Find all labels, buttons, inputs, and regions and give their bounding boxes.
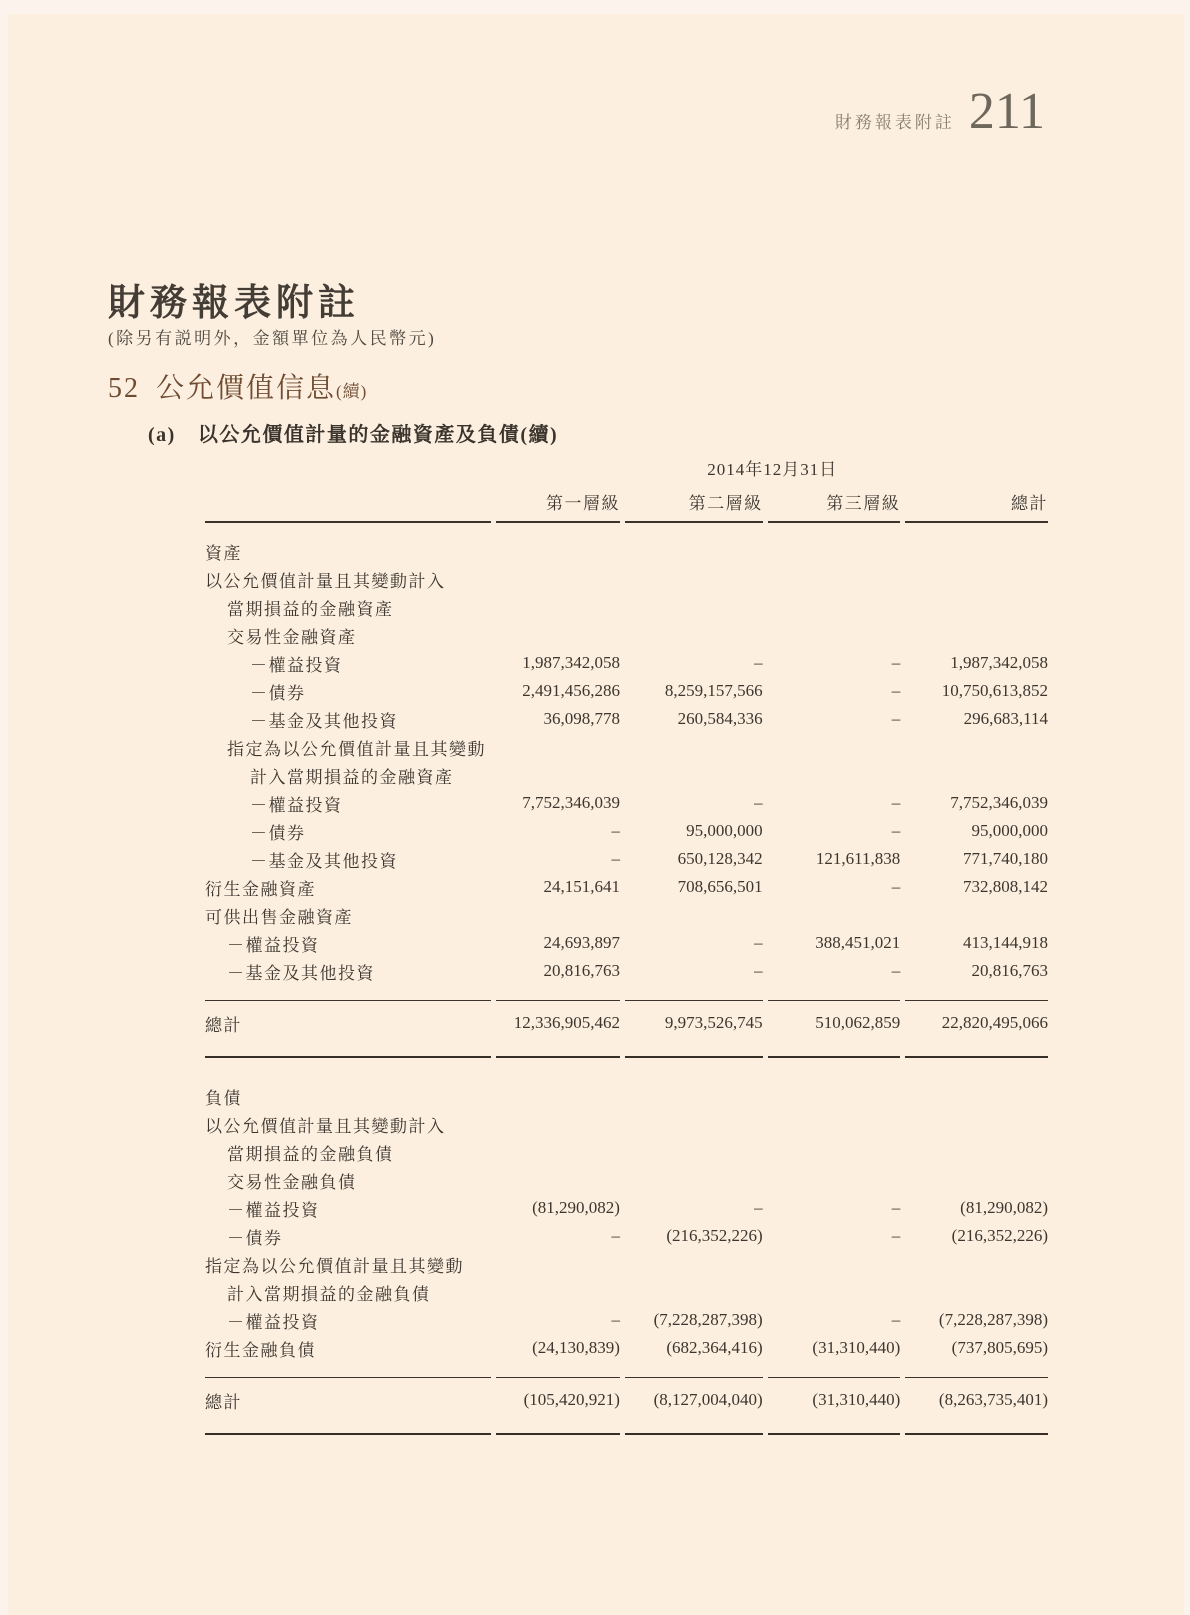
row-label: －債券 [250, 823, 306, 843]
cell-value: 708,656,501 [677, 877, 763, 896]
cell-value: 388,451,021 [815, 933, 901, 952]
cell-value [496, 565, 620, 593]
cell-value: 95,000,000 [971, 821, 1048, 840]
subsection-heading [148, 418, 558, 447]
cell-value [496, 733, 620, 761]
table-row [205, 565, 1048, 593]
cell-value [768, 901, 901, 929]
cell-value [905, 565, 1048, 593]
table-section-assets [205, 523, 1048, 1068]
total-label: 總計 [205, 1392, 242, 1412]
cell-value [905, 1068, 1048, 1110]
cell-value [768, 733, 901, 761]
cell-value [496, 1166, 620, 1194]
cell-value [768, 1110, 901, 1138]
subsection-title: 以公允價值計量的金融資產及負債(續) [197, 424, 559, 446]
cell-value: 7,752,346,039 [522, 793, 620, 812]
table-row [205, 957, 1048, 985]
row-label: 負債 [205, 1088, 242, 1108]
total-label: 總計 [205, 1015, 242, 1035]
table-row [205, 523, 1048, 565]
cell-value: – [611, 821, 620, 840]
table-row [205, 649, 1048, 677]
row-label: 指定為以公允價值計量且其變動 [227, 739, 486, 759]
cell-value: (24,130,839) [532, 1338, 620, 1357]
cell-value: – [611, 1310, 620, 1329]
table-row [205, 1166, 1048, 1194]
cell-value: 1,987,342,058 [522, 653, 620, 672]
cell-value: (216,352,226) [951, 1226, 1048, 1245]
cell-value [625, 901, 763, 929]
cell-value: (8,263,735,401) [938, 1390, 1048, 1409]
table-date-header: 2014年12月31日 [707, 460, 838, 479]
cell-value: – [891, 681, 901, 700]
cell-value: (8,127,004,040) [653, 1390, 763, 1409]
cell-value: – [891, 1198, 901, 1217]
table-row [205, 705, 1048, 733]
section-number: 52 [108, 373, 140, 404]
cell-value: 22,820,495,066 [941, 1013, 1048, 1032]
cell-value [496, 1110, 620, 1138]
cell-value [768, 621, 901, 649]
cell-value: – [891, 793, 901, 812]
row-label: －基金及其他投資 [227, 963, 375, 983]
table-section-liabilities [205, 1068, 1048, 1435]
table-rule-thick [205, 1422, 1048, 1435]
cell-value: (81,290,082) [532, 1198, 620, 1217]
cell-value [496, 761, 620, 789]
cell-value [768, 1250, 901, 1278]
cell-value [905, 901, 1048, 929]
table-row [205, 733, 1048, 761]
cell-value: 95,000,000 [686, 821, 763, 840]
row-label: 衍生金融負債 [205, 1340, 316, 1360]
cell-value: (7,228,287,398) [938, 1310, 1048, 1329]
section-continued: (續) [336, 382, 368, 401]
cell-value [905, 523, 1048, 565]
cell-value: 260,584,336 [677, 709, 763, 728]
row-label: 交易性金融資產 [227, 627, 357, 647]
cell-value: – [891, 821, 901, 840]
row-label: 當期損益的金融資產 [227, 599, 394, 619]
row-label: －權益投資 [227, 1312, 320, 1332]
cell-value [768, 1138, 901, 1166]
row-label: 可供出售金融資產 [205, 907, 353, 927]
cell-value: (737,805,695) [951, 1338, 1048, 1357]
cell-value: 12,336,905,462 [513, 1013, 620, 1032]
cell-value: 296,683,114 [963, 709, 1048, 728]
cell-value: – [891, 877, 901, 896]
table-rule-thick [205, 1045, 1048, 1058]
column-header-level2: 第二層級 [625, 480, 763, 523]
table-row [205, 789, 1048, 817]
row-label: 以公允價值計量且其變動計入 [205, 1116, 446, 1136]
cell-value: 732,808,142 [963, 877, 1048, 896]
cell-value: (31,310,440) [812, 1390, 901, 1409]
cell-value [768, 761, 901, 789]
table-row [205, 1334, 1048, 1362]
cell-value [905, 621, 1048, 649]
row-label: －基金及其他投資 [250, 711, 398, 731]
table-row [205, 1110, 1048, 1138]
cell-value [496, 1250, 620, 1278]
table-row [205, 817, 1048, 845]
table-row [205, 1068, 1048, 1110]
row-label: －權益投資 [250, 655, 343, 675]
page-title: 財務報表附註 [108, 283, 360, 324]
cell-value [905, 1166, 1048, 1194]
row-label: －權益投資 [250, 795, 343, 815]
cell-value [625, 761, 763, 789]
table-header [205, 450, 1048, 523]
row-label: －權益投資 [227, 935, 320, 955]
cell-value: – [754, 793, 763, 812]
cell-value: 650,128,342 [677, 849, 763, 868]
cell-value [768, 1278, 901, 1306]
cell-value [496, 1278, 620, 1306]
cell-value: 1,987,342,058 [950, 653, 1048, 672]
running-header-label: 財務報表附註 [834, 113, 955, 132]
table-row [205, 1250, 1048, 1278]
subsection-index: (a) [148, 424, 176, 446]
cell-value [905, 1110, 1048, 1138]
cell-value: 9,973,526,745 [664, 1013, 763, 1032]
cell-value: – [611, 1226, 620, 1245]
cell-value: 24,151,641 [543, 877, 620, 896]
table-row [205, 1001, 1048, 1045]
cell-value: (7,228,287,398) [653, 1310, 763, 1329]
table-row [205, 845, 1048, 873]
row-label: 以公允價值計量且其變動計入 [205, 571, 446, 591]
cell-value: – [754, 653, 763, 672]
table-row [205, 1306, 1048, 1334]
cell-value: 413,144,918 [963, 933, 1048, 952]
cell-value [625, 1138, 763, 1166]
table-spacer [205, 1058, 1048, 1068]
cell-value: – [611, 849, 620, 868]
table-rule-thin [205, 1362, 1048, 1378]
column-header-level3: 第三層級 [768, 480, 901, 523]
row-label: －債券 [250, 683, 306, 703]
page-number: 211 [968, 83, 1045, 140]
cell-value [905, 1278, 1048, 1306]
cell-value: 24,693,897 [543, 933, 620, 952]
cell-value: 121,611,838 [815, 849, 901, 868]
cell-value [625, 1278, 763, 1306]
cell-value [625, 1166, 763, 1194]
cell-value [625, 593, 763, 621]
row-label: －基金及其他投資 [250, 851, 398, 871]
cell-value [905, 1138, 1048, 1166]
cell-value: (81,290,082) [960, 1198, 1048, 1217]
cell-value: – [891, 653, 901, 672]
row-label: 指定為以公允價值計量且其變動 [205, 1256, 464, 1276]
table-row [205, 901, 1048, 929]
cell-value: – [754, 961, 763, 980]
cell-value: 10,750,613,852 [941, 681, 1048, 700]
cell-value [625, 1110, 763, 1138]
row-label: 資產 [205, 543, 242, 563]
table-row [205, 761, 1048, 789]
cell-value: (31,310,440) [812, 1338, 901, 1357]
cell-value: – [754, 1198, 763, 1217]
table-row [205, 873, 1048, 901]
section-heading [108, 366, 367, 406]
section-title: 公允價值信息 [156, 373, 337, 404]
cell-value: – [891, 709, 901, 728]
cell-value: – [754, 933, 763, 952]
table-date-row [205, 450, 1048, 480]
table-rule-thin [205, 985, 1048, 1001]
table-row [205, 621, 1048, 649]
cell-value [496, 1068, 620, 1110]
table-row [205, 1222, 1048, 1250]
table-row [205, 1194, 1048, 1222]
cell-value [768, 1166, 901, 1194]
table-row [205, 677, 1048, 705]
cell-value: 20,816,763 [543, 961, 620, 980]
cell-value [625, 621, 763, 649]
cell-value [625, 1068, 763, 1110]
cell-value [496, 621, 620, 649]
cell-value: 2,491,456,286 [522, 681, 620, 700]
cell-value [496, 901, 620, 929]
row-label: －債券 [227, 1228, 283, 1248]
table-column-header-row [205, 480, 1048, 523]
cell-value [768, 523, 901, 565]
cell-value [625, 733, 763, 761]
cell-value: 510,062,859 [815, 1013, 901, 1032]
cell-value: 7,752,346,039 [950, 793, 1048, 812]
cell-value: – [891, 1310, 901, 1329]
table-row [205, 1138, 1048, 1166]
cell-value [625, 1250, 763, 1278]
cell-value: 36,098,778 [543, 709, 620, 728]
cell-value [496, 593, 620, 621]
table-row [205, 1278, 1048, 1306]
cell-value [625, 565, 763, 593]
table-row [205, 593, 1048, 621]
cell-value: – [891, 961, 901, 980]
column-header-total: 總計 [905, 480, 1048, 523]
cell-value [768, 565, 901, 593]
cell-value [496, 1138, 620, 1166]
cell-value [905, 593, 1048, 621]
row-label: 當期損益的金融負債 [227, 1144, 394, 1164]
cell-value: (105,420,921) [523, 1390, 620, 1409]
table-row [205, 929, 1048, 957]
cell-value: 8,259,157,566 [664, 681, 763, 700]
cell-value [905, 733, 1048, 761]
cell-value: (216,352,226) [666, 1226, 763, 1245]
row-label: －權益投資 [227, 1200, 320, 1220]
page-subtitle: (除另有説明外，金額單位為人民幣元) [108, 329, 437, 348]
row-label: 計入當期損益的金融資產 [250, 767, 454, 787]
row-label: 計入當期損益的金融負債 [227, 1284, 431, 1304]
column-header-level1: 第一層級 [496, 480, 620, 523]
row-label: 交易性金融負債 [227, 1172, 357, 1192]
row-label: 衍生金融資產 [205, 879, 316, 899]
cell-value [768, 1068, 901, 1110]
cell-value [768, 593, 901, 621]
cell-value [905, 761, 1048, 789]
table-row [205, 1378, 1048, 1422]
cell-value: (682,364,416) [666, 1338, 763, 1357]
fair-value-table [200, 450, 1053, 1435]
cell-value: – [891, 1226, 901, 1245]
cell-value: 771,740,180 [963, 849, 1048, 868]
cell-value [905, 1250, 1048, 1278]
cell-value [496, 523, 620, 565]
running-header [834, 83, 1045, 140]
cell-value: 20,816,763 [971, 961, 1048, 980]
cell-value [625, 523, 763, 565]
